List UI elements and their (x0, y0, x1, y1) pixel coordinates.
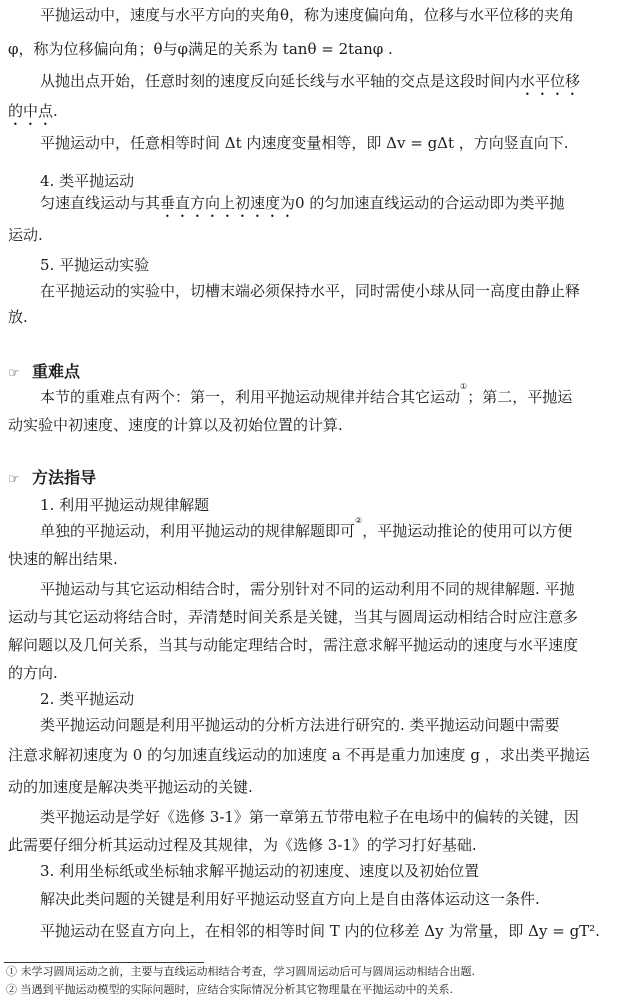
item-title: 2. 类平抛运动 (40, 690, 135, 708)
paragraph-line (40, 516, 634, 546)
paragraph-line: 快速的解出结果. (8, 550, 118, 568)
paragraph-line: 平抛运动中，速度与水平方向的夹角θ，称为速度偏向角，位移与水平位移的夹角 (40, 6, 575, 24)
paragraph-line: 平抛运动在竖直方向上，在相邻的相等时间 T 内的位移差 Δy 为常量，即 Δy = gT². (40, 922, 600, 940)
paragraph-line: 动的加速度是解决类平抛运动的关键. (8, 778, 253, 796)
paragraph-line: 类平抛运动问题是利用平抛运动的分析方法进行研究的. 类平抛运动问题中需要 (40, 716, 560, 734)
item-title: 5. 平抛运动实验 (40, 256, 150, 274)
footnote (6, 964, 475, 980)
footnote-text: 未学习圆周运动之前，主要与直线运动相结合考查，学习圆周运动后可与圆周运动相结合出题. (20, 965, 475, 978)
paragraph-line: 注意求解初速度为 0 的匀加速直线运动的加速度 a 不再是重力加速度 g ，求出类平抛运 (8, 746, 590, 764)
pointing-hand-icon: ☞ (8, 472, 20, 487)
item-title: 4. 类平抛运动 (40, 172, 135, 190)
paragraph-line: 解决此类问题的关键是利用好平抛运动竖直方向上是自由落体运动这一条件. (40, 890, 540, 908)
footnote-ref: ② (355, 516, 363, 525)
item-title: 1. 利用平抛运动规律解题 (40, 496, 210, 514)
footnote-mark: ② (6, 983, 17, 996)
item-title: 3. 利用坐标纸或坐标轴求解平抛运动的初速度、速度以及初始位置 (40, 862, 480, 880)
paragraph-line: 平抛运动中，任意相等时间 Δt 内速度变量相等，即 Δv = gΔt ，方向竖直向下. (40, 134, 569, 152)
paragraph-line: 运动. (8, 226, 43, 244)
section-heading-method (8, 466, 96, 492)
text: ，平抛运动推论的使用可以方便 (362, 522, 573, 540)
text: 0 的匀加速直线运动的合运动即为类平抛 (295, 194, 565, 212)
paragraph-line: 动实验中初速度、速度的计算以及初始位置的计算. (8, 416, 343, 434)
paragraph-line: 平抛运动与其它运动相结合时，需分别针对不同的运动利用不同的规律解题. 平抛 (40, 580, 575, 598)
text: 匀速直线运动与其 (40, 194, 161, 212)
footnote (6, 982, 453, 998)
emphasized-text: 水平位移 (520, 72, 581, 90)
paragraph-line: 的方向. (8, 664, 58, 682)
text: . (53, 102, 58, 120)
paragraph-line: φ，称为位移偏向角；θ与φ满足的关系为 tanθ = 2tanφ . (8, 40, 393, 58)
footnote-text: 当遇到平抛运动模型的实际问题时，应结合实际情况分析其它物理量在平抛运动中的关系. (20, 983, 453, 996)
text: 单独的平抛运动，利用平抛运动的规律解题即可 (40, 522, 356, 540)
paragraph-line: 此需要仔细分析其运动过程及其规律，为《选修 3-1》的学习打好基础. (8, 836, 477, 854)
paragraph-line: 放. (8, 308, 28, 326)
paragraph-line (40, 188, 634, 221)
paragraph-line (40, 66, 634, 99)
paragraph-line: 解问题以及几何关系，当其与动能定理结合时，需注意求解平抛运动的速度与水平速度 (8, 636, 579, 654)
paragraph-line: 在平抛运动的实验中，切槽末端必须保持水平，同时需使小球从同一高度由静止释 (40, 282, 581, 300)
footnote-mark: ① (6, 965, 17, 978)
footnote-divider (4, 962, 204, 963)
paragraph-line: 类平抛运动是学好《选修 3-1》第一章第五节带电粒子在电场中的偏转的关键，因 (40, 808, 579, 826)
emphasized-text: 的中点 (8, 102, 54, 120)
text: 从抛出点开始，任意时刻的速度反向延长线与水平轴的交点是这段时间内 (40, 72, 521, 90)
paragraph-line: 运动与其它运动将结合时，弄清楚时间关系是关键，当其与圆周运动相结合时应注意多 (8, 608, 579, 626)
heading-text: 方法指导 (32, 468, 97, 487)
emphasized-text: 垂直方向上初速度为 (160, 194, 296, 212)
text: ；第二，平抛运 (467, 388, 573, 406)
paragraph-line (40, 382, 634, 412)
footnote-ref: ① (460, 382, 468, 391)
paragraph-line (8, 96, 634, 129)
pointing-hand-icon: ☞ (8, 366, 20, 381)
heading-text: 重难点 (32, 362, 81, 381)
text: 本节的重难点有两个：第一，利用平抛运动规律并结合其它运动 (40, 388, 461, 406)
